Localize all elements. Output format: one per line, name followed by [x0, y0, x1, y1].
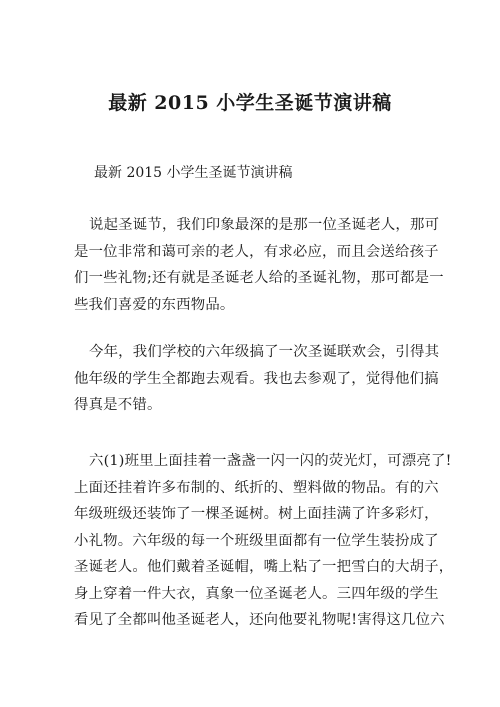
paragraph-line: 小礼物。六年级的每一个班级里面都有一位学生装扮成了	[74, 532, 439, 549]
paragraph-1	[74, 212, 444, 318]
paragraph-line: 上面还挂着许多布制的、纸折的、塑料做的物品。有的六	[74, 479, 439, 496]
paragraph-line: 得真是不错。	[74, 397, 162, 413]
paragraph-3	[74, 448, 454, 634]
paragraph-line: 是一位非常和蔼可亲的老人，有求必应，而且会送给孩子	[74, 243, 439, 260]
document-subtitle: 最新 2015 小学生圣诞节演讲稿	[94, 165, 293, 181]
paragraph-line: 看见了全都叫他圣诞老人，还向他要礼物呢!害得这几位六	[74, 612, 445, 628]
paragraph-line: 圣诞老人。他们戴着圣诞帽，嘴上粘了一把雪白的大胡子，	[74, 559, 454, 575]
paragraph-line: 身上穿着一件大衣，真象一位圣诞老人。三四年级的学生	[74, 585, 439, 602]
paragraph-2	[74, 339, 440, 419]
paragraph-line: 年级班级还装饰了一棵圣诞树。树上面挂满了许多彩灯，	[74, 506, 439, 522]
paragraph-line: 们一些礼物;还有就是圣诞老人给的圣诞礼物，那可都是一	[74, 270, 444, 286]
paragraph-line: 六(1)班里上面挂着一盏盏一闪一闪的荧光灯，可漂亮了!	[89, 453, 452, 469]
paragraph-line: 些我们喜爱的东西物品。	[74, 296, 235, 313]
paragraph-line: 今年，我们学校的六年级搞了一次圣诞联欢会，引得其	[89, 344, 440, 360]
paragraph-line: 他年级的学生全都跑去观看。我也去参观了，觉得他们搞	[74, 370, 439, 387]
paragraph-line: 说起圣诞节，我们印象最深的是那一位圣诞老人，那可	[89, 217, 440, 233]
document-title: 最新 2015 小学生圣诞节演讲稿	[108, 92, 392, 114]
